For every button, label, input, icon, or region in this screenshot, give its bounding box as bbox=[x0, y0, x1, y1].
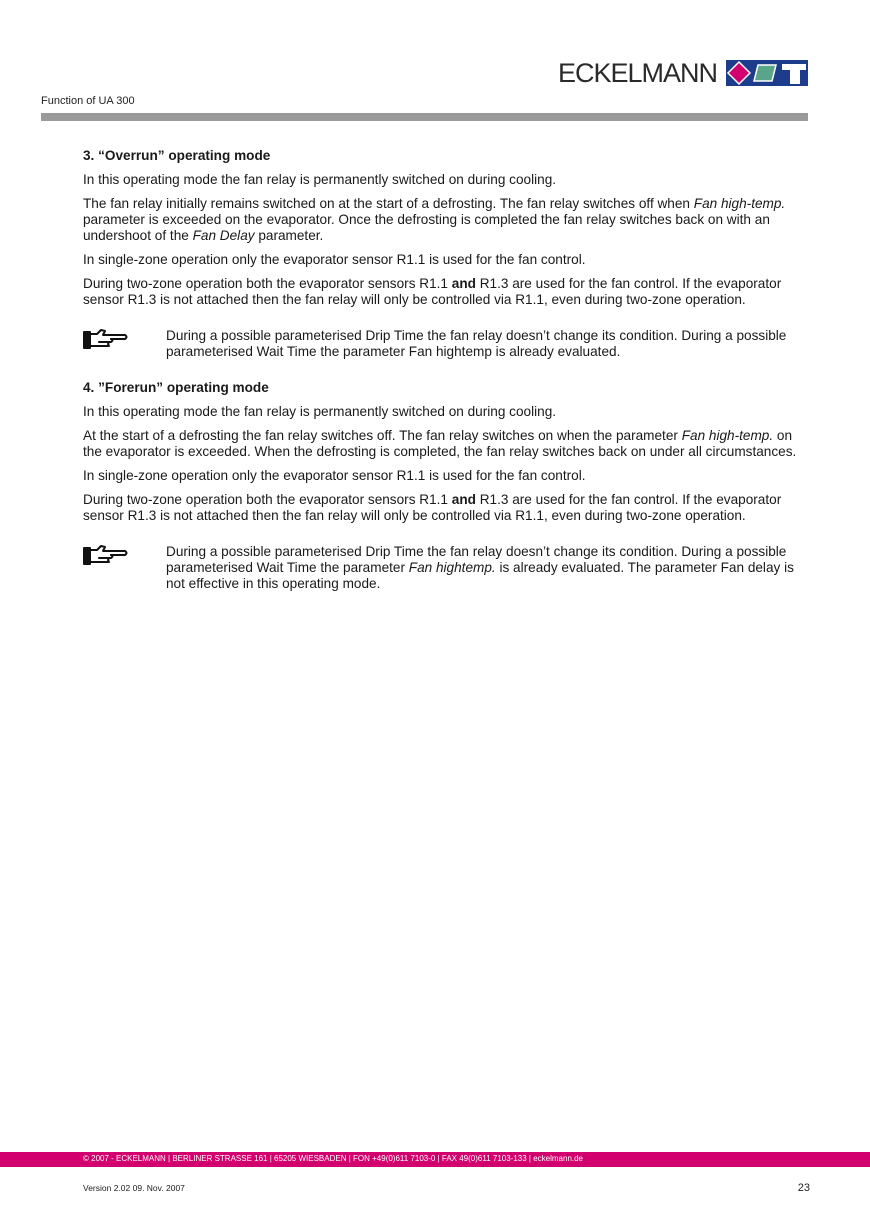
eckelmann-logo bbox=[558, 58, 810, 88]
text-run: The fan relay initially remains switched on at the start of a defrosting. The fan relay switches off when bbox=[83, 196, 694, 211]
text-run: parameter is exceeded on the evaporator. Once the defrosting is completed the fan relay switches back on with an undershoot of the bbox=[83, 212, 770, 243]
param-fan-hightemp: Fan high-temp. bbox=[693, 196, 786, 211]
page-content bbox=[83, 148, 811, 600]
text-run: parameter. bbox=[254, 228, 324, 243]
logo-text: ECKELMANN bbox=[558, 58, 718, 88]
section-4-heading: 4. ”Forerun” operating mode bbox=[83, 380, 269, 395]
pointing-hand-icon bbox=[83, 544, 129, 566]
bold-and: and bbox=[451, 492, 476, 507]
note-text: During a possible parameterised Drip Time the fan relay doesn’t change its condition. During a possible parameterised Wait Time the parameter Fan hightemp is already evaluated. bbox=[166, 328, 787, 359]
running-title: Function of UA 300 bbox=[41, 95, 135, 107]
text-run: During two-zone operation both the evaporator sensors R1.1 bbox=[83, 276, 452, 291]
pointing-hand-icon bbox=[83, 328, 129, 350]
text-run: on the evaporator is exceeded. When the defrosting is completed, the fan relay switches back on under all circumstances. bbox=[83, 428, 797, 459]
text-run: At the start of a defrosting the fan relay switches off. The fan relay switches on when the parameter bbox=[83, 428, 682, 443]
section-4-paragraph-3: In single-zone operation only the evaporator sensor R1.1 is used for the fan control. bbox=[83, 468, 586, 483]
section-3-heading: 3. “Overrun” operating mode bbox=[83, 148, 271, 163]
param-fan-delay: Fan Delay bbox=[192, 228, 255, 243]
section-3-paragraph-2 bbox=[83, 196, 811, 244]
note-text: is already evaluated. The parameter Fan delay is not effective in this operating mode. bbox=[166, 560, 794, 591]
param-fan-hightemp: Fan high-temp. bbox=[681, 428, 774, 443]
text-run: During two-zone operation both the evaporator sensors R1.1 bbox=[83, 492, 452, 507]
page-number: 23 bbox=[797, 1182, 810, 1194]
section-3-paragraph-1: In this operating mode the fan relay is permanently switched on during cooling. bbox=[83, 172, 557, 187]
bold-and: and bbox=[451, 276, 476, 291]
section-4-paragraph-4 bbox=[83, 492, 811, 524]
version-info: Version 2.02 09. Nov. 2007 bbox=[83, 1183, 185, 1193]
text-run: R1.3 are used for the fan control. If the evaporator sensor R1.3 is not attached then the fan relay will only be controlled via R1.1, even during two-zone operation. bbox=[83, 276, 782, 307]
note-text: During a possible parameterised Drip Time the fan relay doesn’t change its condition. During a possible parameterised Wait Time the parameter bbox=[166, 544, 787, 575]
text-run: R1.3 are used for the fan control. If the evaporator sensor R1.3 is not attached then the fan relay will only be controlled via R1.1, even during two-zone operation. bbox=[83, 492, 782, 523]
section-4-paragraph-1: In this operating mode the fan relay is permanently switched on during cooling. bbox=[83, 404, 557, 419]
logo-marks-icon bbox=[726, 60, 808, 86]
section-3-paragraph-3: In single-zone operation only the evaporator sensor R1.1 is used for the fan control. bbox=[83, 252, 586, 267]
param-fan-hightemp: Fan hightemp. bbox=[408, 560, 496, 575]
footer-bar bbox=[0, 1152, 870, 1167]
footer-contact: © 2007 - ECKELMANN | BERLINER STRASSE 161 | 65205 WIESBADEN | FON +49(0)611 7103-0 | FAX 49(0)611 7103-133 | eckelmann.de bbox=[83, 1154, 584, 1163]
section-3-note bbox=[83, 328, 811, 360]
section-3-paragraph-4 bbox=[83, 276, 811, 308]
header-divider bbox=[41, 113, 808, 121]
section-4-paragraph-2 bbox=[83, 428, 811, 460]
section-4-note bbox=[83, 544, 811, 592]
